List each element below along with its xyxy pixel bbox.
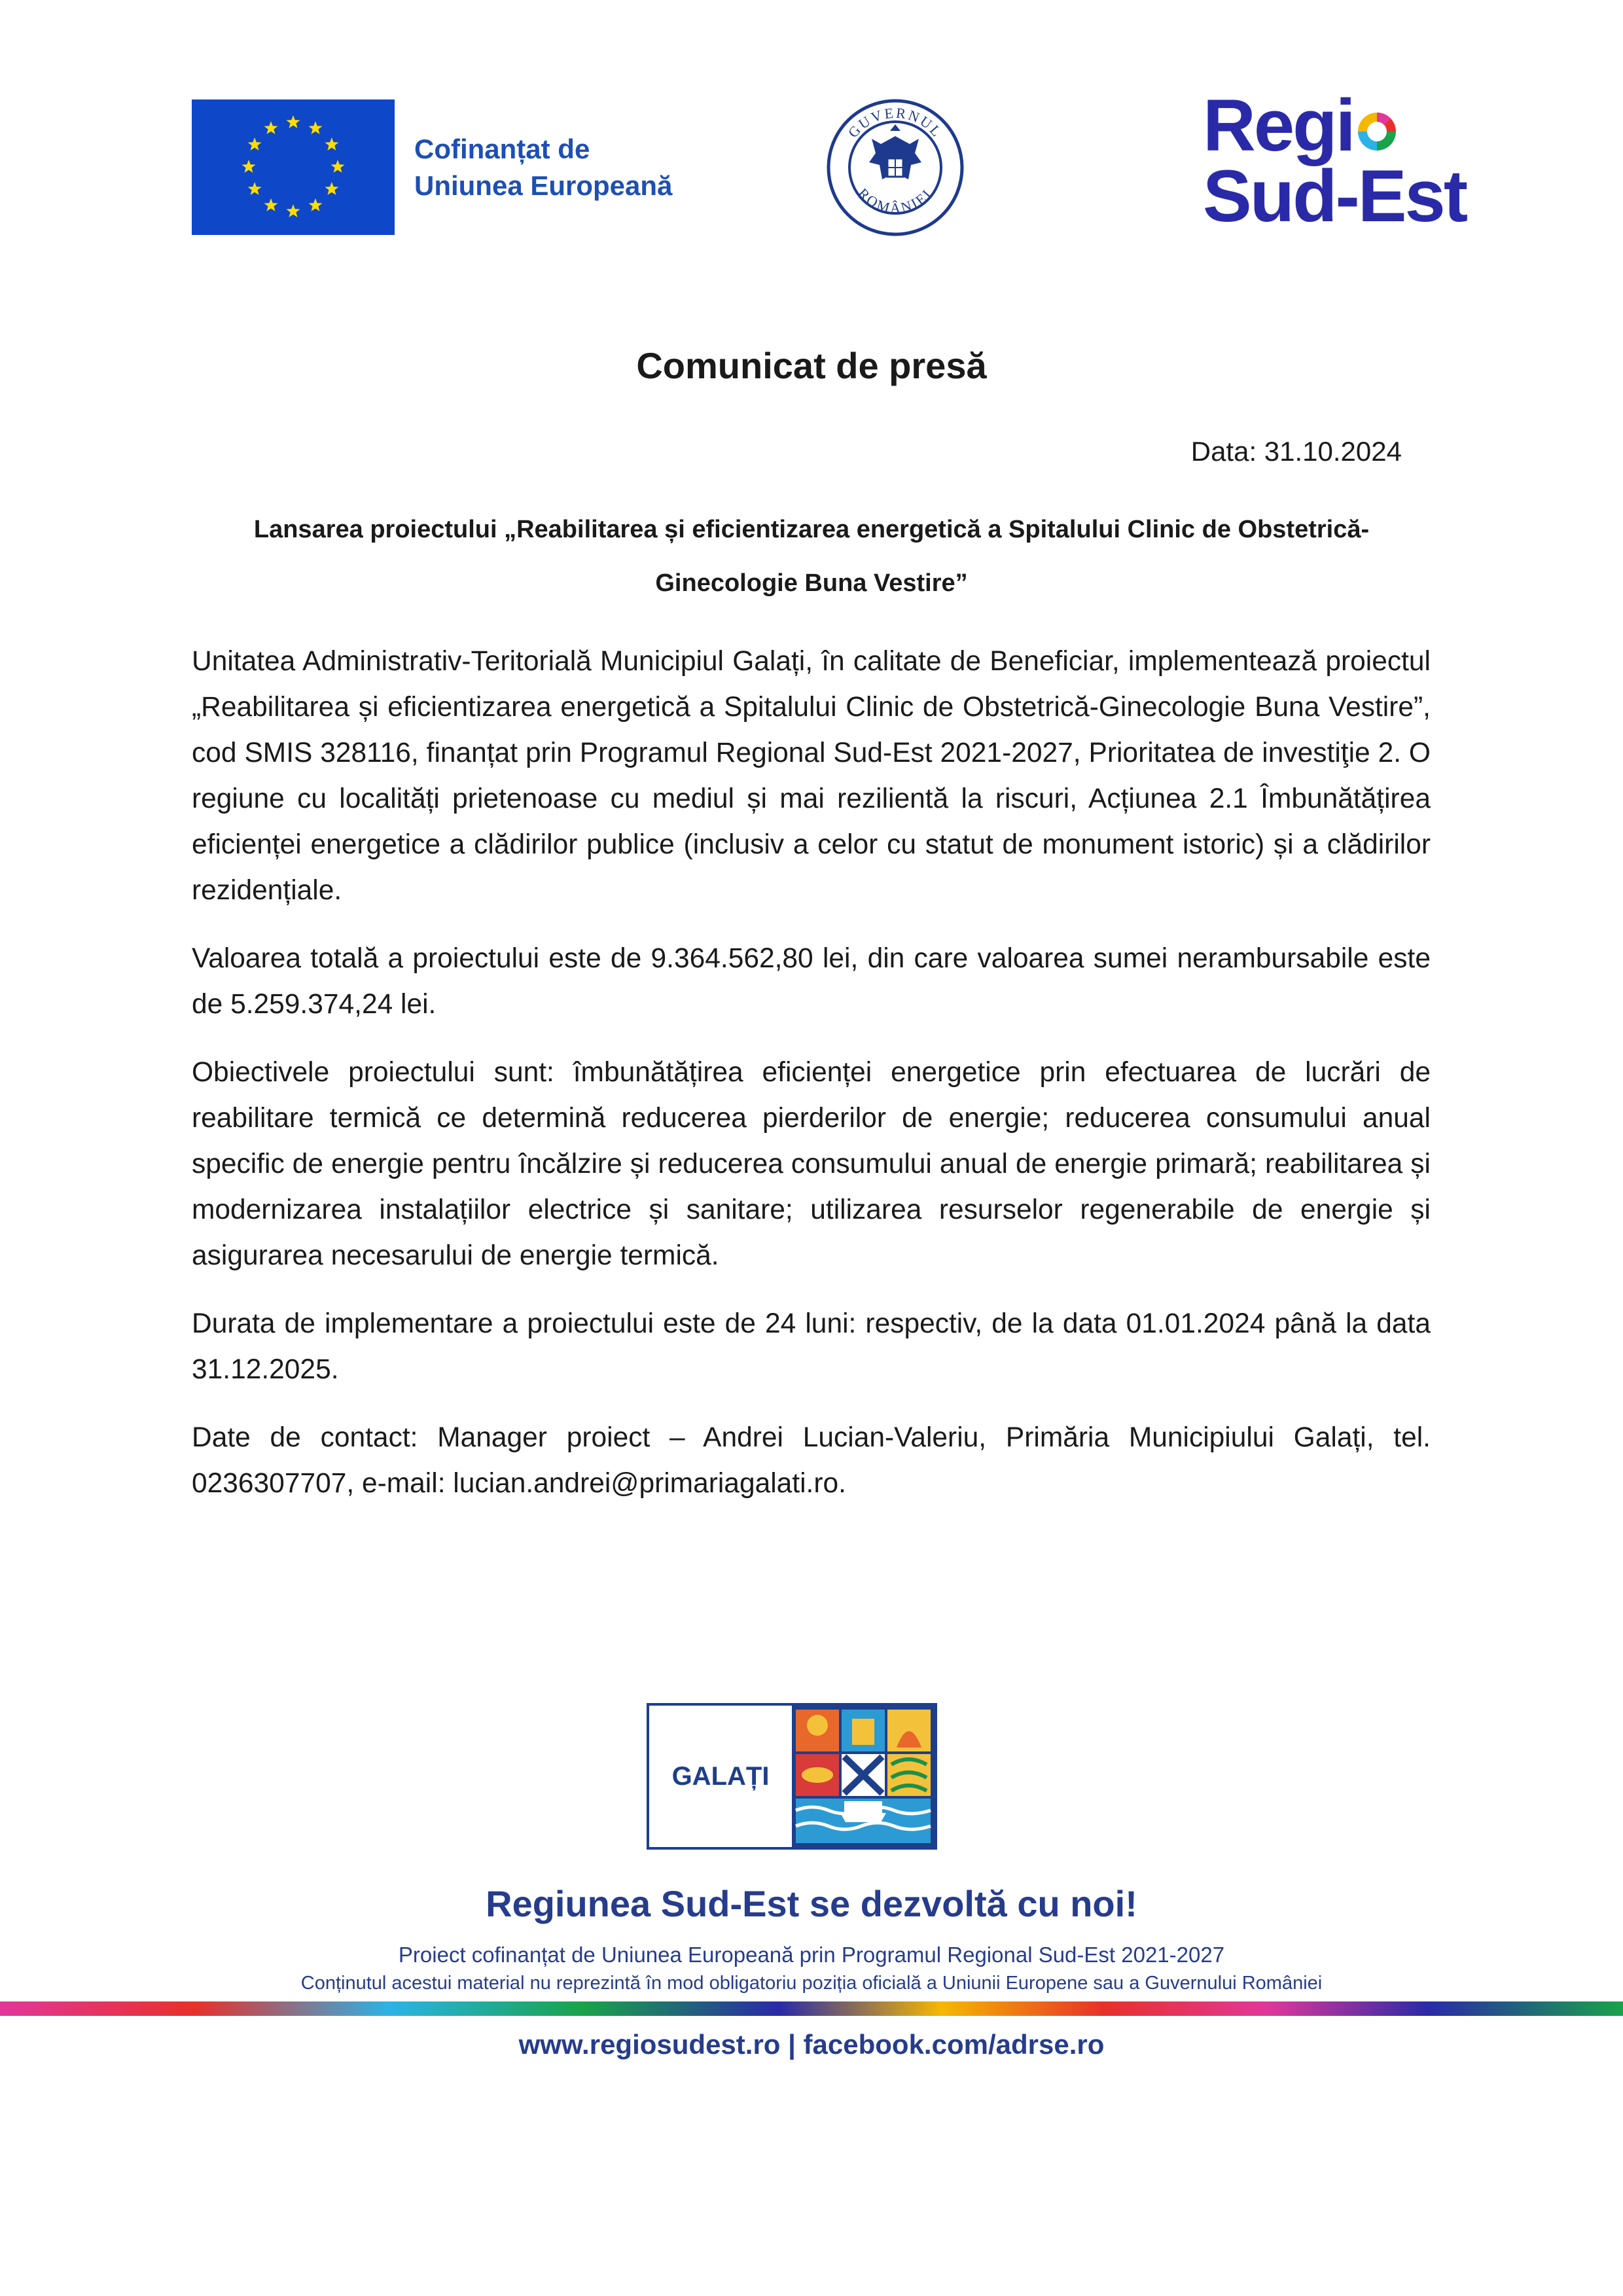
eu-flag-icon [192,99,395,235]
eu-star-icon [287,115,300,128]
paragraph-duration: Durata de implementare a proiectului este de 24 luni: respectiv, de la data 01.01.2024 până la data 31.12.2025. [192,1308,1431,1385]
regio-color-ring-icon [1355,93,1399,136]
eu-line-1: Cofinanțat de [414,133,590,164]
romanian-government-seal-icon [826,98,965,237]
regio-word: Regi [1203,84,1354,166]
footer-slogan: Regiunea Sud-Est se dezvoltă cu noi! [486,1883,1137,1924]
eu-star-icon [325,182,338,195]
regio-subtitle: Sud-Est [1203,155,1467,237]
eu-cofinancing-logo [192,99,672,235]
svg-text:ROMÂNIEI: ROMÂNIEI [855,185,936,217]
footer-disclaimer: Conținutul acestui material nu reprezintă în mod obligatoriu poziția oficială a Uniunii Europene sau a Guvernului României [300,1973,1323,1994]
paragraph-beneficiary: Unitatea Administrativ-Teritorială Municipiul Galați, în calitate de Beneficiar, implementează proiectul „Reabilitarea și eficientizarea energetică a Spitalului Clinic de Obstetrică-Ginecologie Buna Vestire”, cod SMIS 328116, finanțat prin Programul Regional Sud-Est 2021-2027, Prioritatea de investiţie 2. O regiune cu localități prietenoase cu mediul și mai rezilientă la riscuri, Acțiunea 2.1 Îmbunătățirea eficienței energetice a clădirilor publice (inclusiv a celor cu statut de monument istoric) și a clădirilor rezidențiale. [192,646,1431,906]
eu-star-icon [264,198,278,211]
subtitle-line-1: Lansarea proiectului „Reabilitarea și eficientizarea energetică a Spitalului Clinic de Obstetrică- [253,516,1370,543]
footer-color-stripe [0,2001,1623,2016]
galati-label: GALAȚI [671,1761,770,1791]
eu-star-icon [264,121,278,134]
galati-city-logo [647,1703,937,1850]
eu-cofinancing-text [414,131,672,204]
eu-star-icon [248,137,262,151]
eu-star-icon [331,160,345,173]
subtitle-line-2: Ginecologie Buna Vestire” [655,569,968,597]
galati-emblem-icon [792,1706,935,1847]
eu-star-icon [309,198,323,211]
document-subtitle [216,503,1407,610]
document-body [192,639,1431,1529]
eu-star-icon [242,160,256,173]
footer-web-links[interactable]: www.regiosudest.ro | facebook.com/adrse.ro [518,2029,1105,2060]
eu-star-icon [248,182,262,195]
paragraph-contact: Date de contact: Manager proiect – Andrei Lucian-Valeriu, Primăria Municipiului Galați, tel. 0236307707, e-mail: lucian.andrei@primariagalati.ro. [192,1422,1431,1499]
eu-star-icon [287,204,300,217]
svg-text:GUVERNUL: GUVERNUL [844,104,946,141]
regio-sud-est-logo [1203,84,1467,237]
paragraph-value: Valoarea totală a proiectului este de 9.364.562,80 lei, din care valoarea sumei nerambursabile este de 5.259.374,24 lei. [192,943,1431,1020]
page-title: Comunicat de presă [636,345,987,386]
eu-star-icon [325,137,338,151]
footer-cofinancing: Proiect cofinanțat de Uniunea Europeană prin Programul Regional Sud-Est 2021-2027 [398,1943,1225,1967]
paragraph-objectives: Obiectivele proiectului sunt: îmbunătățirea eficienței energetice prin efectuarea de lucrări de reabilitare termică ce determină reducerea pierderilor de energie; reducerea consumului anual specific de energie pentru încălzire și reducerea consumului anual de energie primară; reabilitarea și modernizarea instalațiilor electrice și sanitare; utilizarea resurselor regenerabile de energie și asigurarea necesarului de energie termică. [192,1057,1431,1271]
eu-star-icon [309,121,323,134]
eu-line-2: Uniunea Europeană [414,170,673,201]
document-date: Data: 31.10.2024 [1190,436,1402,467]
